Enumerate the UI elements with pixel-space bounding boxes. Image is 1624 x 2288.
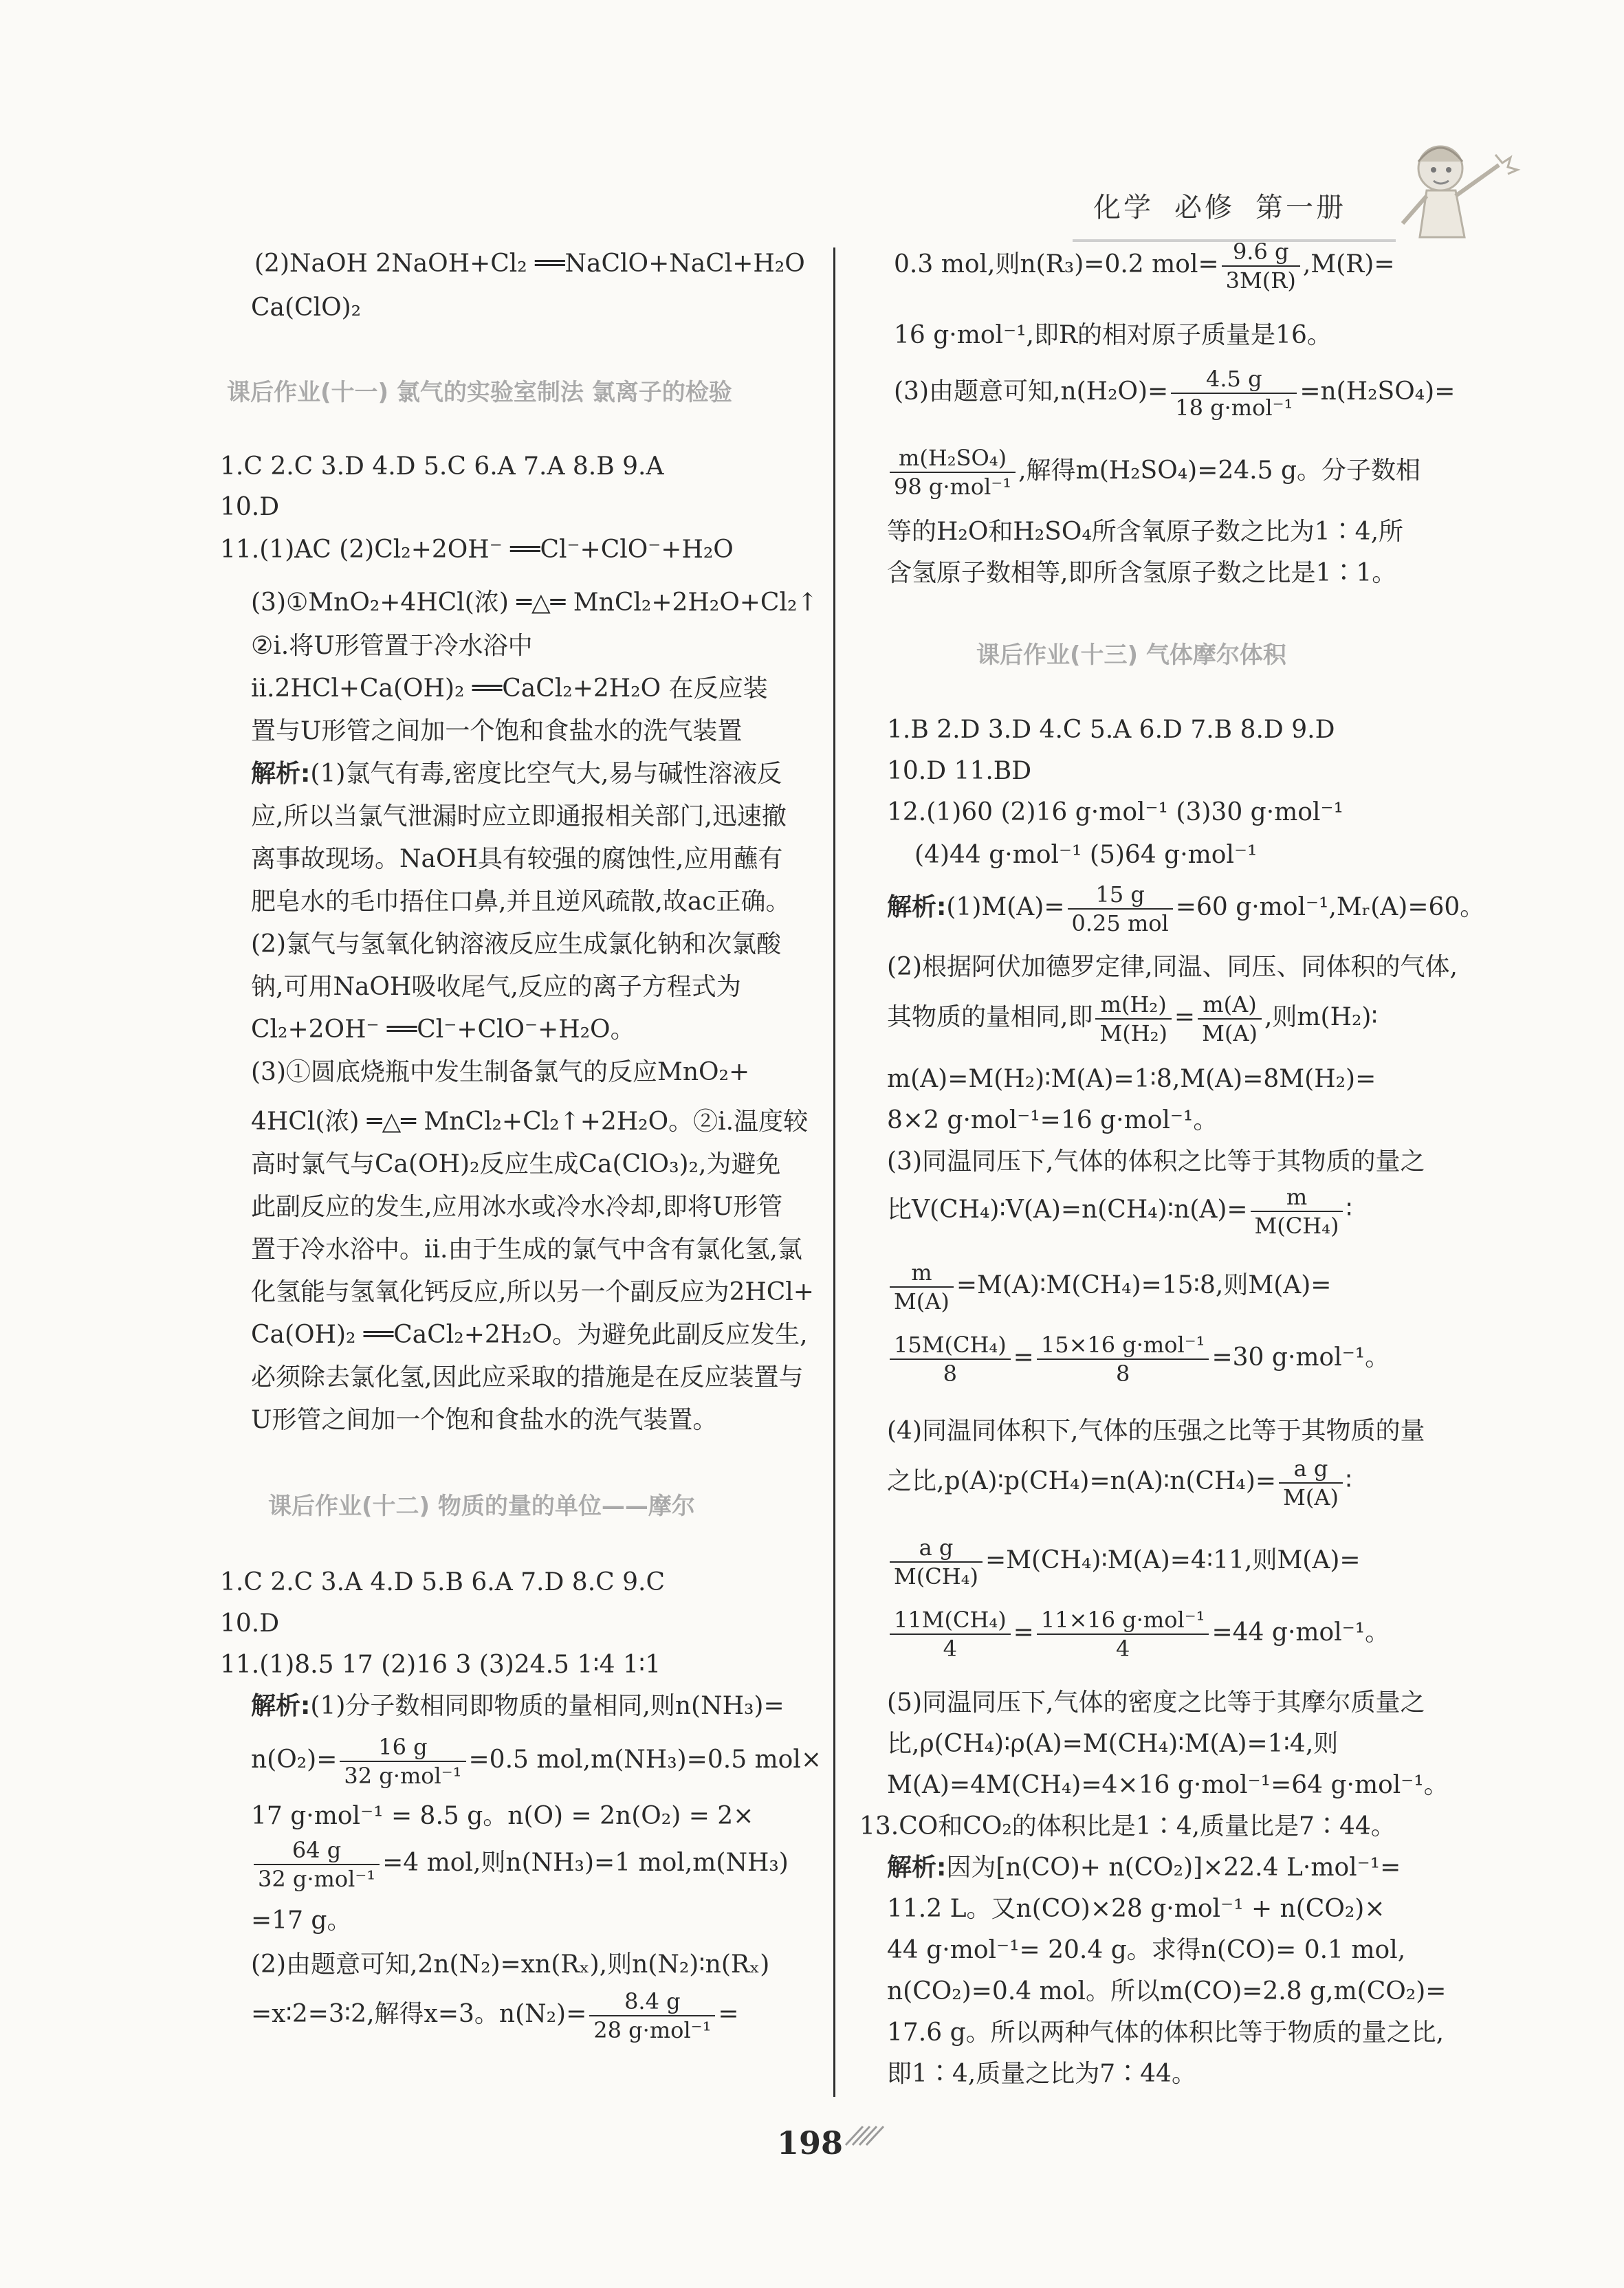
numerator: a g xyxy=(890,1534,983,1563)
explanation-line: 钠,可用NaOH吸收尾气,反应的离子方程式为 xyxy=(251,973,741,1001)
explanation-label: 解析: xyxy=(251,1692,311,1720)
text-run: = xyxy=(718,2000,739,2028)
denominator: M(A) xyxy=(894,1288,950,1314)
fraction xyxy=(890,444,1016,500)
text-run: n(O₂)= xyxy=(251,1746,338,1774)
answer-line: 11.(1)8.5 17 (2)16 3 (3)24.5 1∶4 1∶1 xyxy=(220,1651,661,1679)
denominator: M(H₂) xyxy=(1099,1020,1167,1046)
answer-line: 11.(1)AC (2)Cl₂+2OH⁻ ══Cl⁻+ClO⁻+H₂O xyxy=(220,536,734,564)
text-line xyxy=(887,443,1420,500)
numerator: a g xyxy=(1279,1455,1343,1484)
numerator: 15×16 g·mol⁻¹ xyxy=(1037,1331,1209,1360)
explanation-line: 比,ρ(CH₄)∶ρ(A)=M(CH₄)∶M(A)=1∶4,则 xyxy=(887,1730,1339,1758)
text-run: ,则m(H₂)∶ xyxy=(1264,1003,1378,1031)
text-run: =M(A)∶M(CH₄)=15∶8,则M(A)= xyxy=(956,1271,1332,1299)
explanation-line: 应,所以当氯气泄漏时应立即通报相关部门,迅速撤 xyxy=(251,802,787,830)
section-heading-11: 课后作业(十一) 氯气的实验室制法 氯离子的检验 xyxy=(227,379,732,406)
denominator: 32 g·mol⁻¹ xyxy=(258,1866,376,1892)
section-heading-12: 课后作业(十二) 物质的量的单位——摩尔 xyxy=(268,1493,695,1520)
text-line: 含氢原子数相等,即所含氢原子数之比是1∶1。 xyxy=(887,559,1397,587)
text-run: (1)M(A)= xyxy=(946,893,1065,921)
explanation-label: 解析: xyxy=(887,1854,947,1882)
fraction xyxy=(589,1988,715,2044)
answer-line: 置与U形管之间加一个饱和食盐水的洗气装置 xyxy=(251,717,743,745)
denominator: 0.25 mol xyxy=(1071,910,1169,936)
denominator: 98 g·mol⁻¹ xyxy=(894,474,1012,500)
explanation-line xyxy=(887,1330,1390,1387)
text-line: (2)NaOH 2NaOH+Cl₂ ══NaClO+NaCl+H₂O xyxy=(254,250,805,278)
fraction xyxy=(1251,1183,1343,1240)
text-run: 比V(CH₄)∶V(A)=n(CH₄)∶n(A)= xyxy=(887,1196,1248,1224)
numerator: 15M(CH₄) xyxy=(890,1331,1011,1360)
explanation-line xyxy=(251,1732,822,1790)
denominator: 28 g·mol⁻¹ xyxy=(593,2017,712,2043)
fraction xyxy=(1279,1455,1343,1511)
text-run: =4 mol,则n(NH₃)=1 mol,m(NH₃) xyxy=(382,1849,789,1877)
denominator: 4 xyxy=(1115,1636,1130,1662)
explanation-line xyxy=(887,1605,1390,1662)
text-line: 16 g·mol⁻¹,即R的相对原子质量是16。 xyxy=(894,321,1332,349)
explanation-line: (5)同温同压下,气体的密度之比等于其摩尔质量之 xyxy=(887,1688,1425,1717)
text-run: ,M(R)= xyxy=(1302,250,1395,278)
text-run: ∶ xyxy=(1345,1467,1352,1495)
text-run: 0.3 mol,则n(R₃)=0.2 mol= xyxy=(894,250,1219,278)
answer-line: ②ⅰ.将U形管置于冷水浴中 xyxy=(251,632,533,660)
fraction xyxy=(340,1733,465,1790)
numerator: 16 g xyxy=(340,1733,465,1762)
explanation-line xyxy=(251,1987,739,2044)
explanation-line xyxy=(251,1691,784,1722)
explanation-line: 11.2 L。又n(CO)×28 g·mol⁻¹ + n(CO₂)× xyxy=(887,1895,1385,1923)
text-run: = xyxy=(1013,1343,1034,1372)
explanation-line: (2)由题意可知,2n(N₂)=xn(Rₓ),则n(N₂)∶n(Rₓ) xyxy=(251,1950,770,1979)
cartoon-mascot-icon xyxy=(1385,127,1523,258)
explanation-line: (4)同温同体积下,气体的压强之比等于其物质的量 xyxy=(887,1417,1425,1445)
denominator: 32 g·mol⁻¹ xyxy=(344,1763,462,1789)
answer-line: (4)44 g·mol⁻¹ (5)64 g·mol⁻¹ xyxy=(914,841,1258,869)
explanation-line: Ca(OH)₂ ══CaCl₂+2H₂O。为避免此副反应发生, xyxy=(251,1321,808,1349)
denominator: M(CH₄) xyxy=(1254,1213,1339,1239)
denominator: 8 xyxy=(1115,1361,1130,1387)
explanation-line: 17 g·mol⁻¹ = 8.5 g。n(O) = 2n(O₂) = 2× xyxy=(251,1802,754,1830)
explanation-line: 化氢能与氢氧化钙反应,所以另一个副反应为2HCl+ xyxy=(251,1278,814,1306)
text-run: =n(H₂SO₄)= xyxy=(1299,377,1456,406)
numerator: m xyxy=(890,1259,954,1288)
text-line: Ca(ClO)₂ xyxy=(251,294,362,322)
text-run: ∶ xyxy=(1346,1196,1352,1224)
text-line xyxy=(894,237,1394,294)
numerator: 11M(CH₄) xyxy=(890,1606,1011,1635)
text-line xyxy=(894,364,1455,421)
explanation-line xyxy=(887,1533,1361,1590)
fraction xyxy=(1222,238,1300,294)
explanation-line: (3)①圆底烧瓶中发生制备氯气的反应MnO₂+ xyxy=(251,1058,750,1086)
explanation-line xyxy=(887,990,1378,1047)
explanation-line: 即1∶4,质量之比为7∶44。 xyxy=(887,2060,1196,2088)
text-run: 其物质的量相同,即 xyxy=(887,1003,1093,1031)
text-run: =30 g·mol⁻¹。 xyxy=(1211,1343,1390,1372)
answer-line: ⅱ.2HCl+Ca(OH)₂ ══CaCl₂+2H₂O 在反应装 xyxy=(251,674,768,703)
explanation-line: (3)同温同压下,气体的体积之比等于其物质的量之 xyxy=(887,1147,1425,1176)
text-run: =44 g·mol⁻¹。 xyxy=(1211,1618,1390,1647)
explanation-label: 解析: xyxy=(887,893,947,921)
page-number-ornament-icon xyxy=(842,2121,890,2148)
explanation-line xyxy=(887,880,1484,937)
text-run: =60 g·mol⁻¹,Mᵣ(A)=60。 xyxy=(1175,893,1485,921)
denominator: 8 xyxy=(943,1361,958,1387)
numerator: m(A) xyxy=(1198,991,1262,1020)
text-run: 之比,p(A)∶p(CH₄)=n(A)∶n(CH₄)= xyxy=(887,1467,1277,1495)
answer-line: 1.C 2.C 3.D 4.D 5.C 6.A 7.A 8.B 9.A xyxy=(220,452,664,481)
explanation-line: Cl₂+2OH⁻ ══Cl⁻+ClO⁻+H₂O。 xyxy=(251,1015,635,1044)
denominator: M(CH₄) xyxy=(894,1563,978,1590)
numerator: 9.6 g xyxy=(1222,238,1300,267)
explanation-line: 高时氯气与Ca(OH)₂反应生成Ca(ClO₃)₂,为避免 xyxy=(251,1150,781,1178)
explanation-line xyxy=(251,759,782,789)
text-run: = xyxy=(1013,1618,1034,1647)
numerator: m xyxy=(1251,1183,1343,1212)
header-subject: 化学 xyxy=(1093,192,1154,223)
column-divider xyxy=(833,248,835,2097)
explanation-line xyxy=(887,1258,1331,1315)
fraction xyxy=(890,1259,954,1315)
explanation-line xyxy=(887,1454,1352,1511)
fraction xyxy=(890,1534,983,1590)
explanation-line: n(CO₂)=0.4 mol。所以m(CO)=2.8 g,m(CO₂)= xyxy=(887,1977,1447,2005)
fraction xyxy=(1171,365,1297,421)
explanation-text: 因为[n(CO)+ n(CO₂)]×22.4 L·mol⁻¹= xyxy=(946,1854,1401,1882)
numerator: 64 g xyxy=(254,1836,380,1865)
explanation-line: 离事故现场。NaOH具有较强的腐蚀性,应用蘸有 xyxy=(251,845,783,873)
fraction xyxy=(254,1836,380,1893)
denominator: M(A) xyxy=(1283,1484,1339,1510)
explanation-line: 肥皂水的毛巾捂住口鼻,并且逆风疏散,故ac正确。 xyxy=(251,888,791,916)
answer-line: 1.B 2.D 3.D 4.C 5.A 6.D 7.B 8.D 9.D xyxy=(887,716,1335,744)
text-run: =M(CH₄)∶M(A)=4∶11,则M(A)= xyxy=(985,1546,1361,1574)
explanation-line: m(A)=M(H₂)∶M(A)=1∶8,M(A)=8M(H₂)= xyxy=(887,1065,1376,1093)
denominator: 3M(R) xyxy=(1225,267,1296,294)
denominator: 18 g·mol⁻¹ xyxy=(1175,395,1293,421)
header-course: 必修 xyxy=(1174,192,1235,223)
header-volume: 第一册 xyxy=(1255,192,1346,223)
fraction xyxy=(1037,1606,1209,1662)
answer-line: 10.D xyxy=(220,493,280,521)
answer-line: 12.(1)60 (2)16 g·mol⁻¹ (3)30 g·mol⁻¹ xyxy=(887,798,1343,826)
explanation-line xyxy=(887,1182,1352,1240)
denominator: 4 xyxy=(943,1636,958,1662)
text-run: =0.5 mol,m(NH₃)=0.5 mol× xyxy=(468,1746,822,1774)
explanation-line: U形管之间加一个饱和食盐水的洗气装置。 xyxy=(251,1406,718,1434)
explanation-line: 置于冷水浴中。ⅱ.由于生成的氯气中含有氯化氢,氯 xyxy=(251,1235,802,1264)
numerator: 8.4 g xyxy=(589,1988,715,2016)
explanation-line: =17 g。 xyxy=(251,1906,352,1935)
explanation-line: M(A)=4M(CH₄)=4×16 g·mol⁻¹=64 g·mol⁻¹。 xyxy=(887,1771,1449,1799)
answer-line: (3)①MnO₂+4HCl(浓) ═△═ MnCl₂+2H₂O+Cl₂↑ xyxy=(251,588,818,617)
text-run: ,解得m(H₂SO₄)=24.5 g。分子数相 xyxy=(1018,456,1421,485)
explanation-line: 此副反应的发生,应用冰水或冷水冷却,即将U形管 xyxy=(251,1193,783,1221)
explanation-line: (2)氯气与氢氧化钠溶液反应生成氯化钠和次氯酸 xyxy=(251,930,781,958)
numerator: 4.5 g xyxy=(1171,365,1297,394)
explanation-line: 17.6 g。所以两种气体的体积比等于物质的量之比, xyxy=(887,2018,1445,2047)
text-run: (3)由题意可知,n(H₂O)= xyxy=(894,377,1169,406)
explanation-line: 必须除去氯化氢,因此应采取的措施是在反应装置与 xyxy=(251,1363,804,1392)
text-run: = xyxy=(1174,1003,1196,1031)
explanation-line: 8×2 g·mol⁻¹=16 g·mol⁻¹。 xyxy=(887,1106,1218,1134)
explanation-line: 44 g·mol⁻¹= 20.4 g。求得n(CO)= 0.1 mol, xyxy=(887,1936,1406,1964)
fraction xyxy=(890,1606,1011,1662)
fraction xyxy=(1068,881,1173,937)
text-run: =x∶2=3∶2,解得x=3。n(N₂)= xyxy=(251,2000,587,2028)
answer-line: 13.CO和CO₂的体积比是1∶4,质量比是7∶44。 xyxy=(859,1812,1396,1840)
explanation-line xyxy=(251,1836,789,1893)
section-heading-13: 课后作业(十三) 气体摩尔体积 xyxy=(976,641,1286,669)
numerator: 15 g xyxy=(1068,881,1173,910)
answer-line: 10.D xyxy=(220,1609,280,1638)
fraction xyxy=(890,1331,1011,1387)
explanation-text: (1)氯气有毒,密度比空气大,易与碱性溶液反 xyxy=(310,760,782,788)
numerator: m(H₂SO₄) xyxy=(890,444,1016,473)
fraction xyxy=(1198,991,1262,1047)
text-line: 等的H₂O和H₂SO₄所含氧原子数之比为1∶4,所 xyxy=(887,518,1404,546)
numerator: m(H₂) xyxy=(1095,991,1171,1020)
answer-line: 10.D 11.BD xyxy=(887,757,1032,785)
page-number: 198 xyxy=(777,2124,844,2162)
explanation-line xyxy=(887,1853,1401,1883)
denominator: M(A) xyxy=(1202,1020,1258,1046)
explanation-line: 4HCl(浓) ═△═ MnCl₂+Cl₂↑+2H₂O。②ⅰ.温度较 xyxy=(251,1108,809,1136)
fraction xyxy=(1095,991,1171,1047)
running-header xyxy=(1093,186,1409,227)
explanation-text: (1)分子数相同即物质的量相同,则n(NH₃)= xyxy=(310,1692,784,1720)
answer-line: 1.C 2.C 3.A 4.D 5.B 6.A 7.D 8.C 9.C xyxy=(220,1568,666,1596)
explanation-label: 解析: xyxy=(251,760,311,788)
fraction xyxy=(1037,1331,1209,1387)
numerator: 11×16 g·mol⁻¹ xyxy=(1037,1606,1209,1635)
explanation-line: (2)根据阿伏加德罗定律,同温、同压、同体积的气体, xyxy=(887,953,1458,981)
